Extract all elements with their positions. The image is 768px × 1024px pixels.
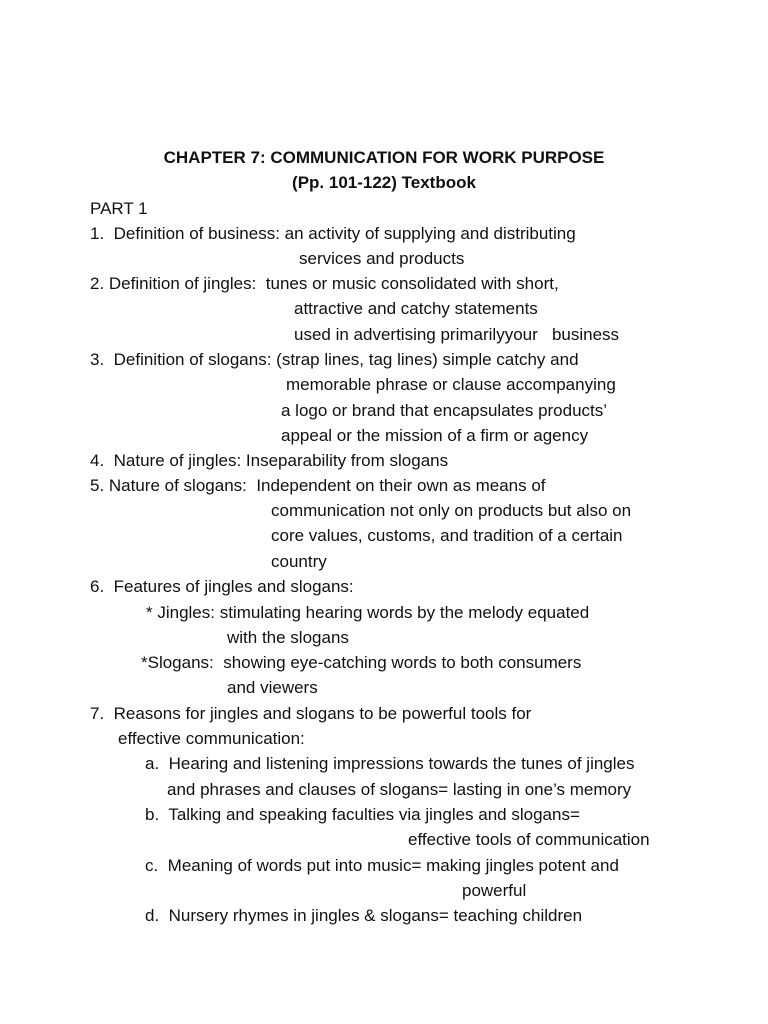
item-6-jingles-line-2: with the slogans xyxy=(227,628,349,647)
item-3-line-2: memorable phrase or clause accompanying xyxy=(286,375,616,394)
item-6-slogans-line-2: and viewers xyxy=(227,678,318,697)
item-2-line-3: used in advertising primarilyyour business xyxy=(294,325,620,344)
item-5-line-4: country xyxy=(271,552,327,571)
item-7b-line-2: effective tools of communication xyxy=(408,830,650,849)
item-1-line-1: 1. Definition of business: an activity of supplying and distributing xyxy=(90,224,576,243)
item-6-slogans-line-1: *Slogans: showing eye-catching words to both consumers xyxy=(141,653,582,672)
item-3-line-4: appeal or the mission of a firm or agency xyxy=(281,426,589,445)
item-1-line-2: services and products xyxy=(299,249,465,268)
item-2-line-2: attractive and catchy statements xyxy=(294,299,538,318)
item-3-line-3: a logo or brand that encapsulates products’ xyxy=(281,401,608,420)
part-heading: PART 1 xyxy=(90,199,148,218)
item-2-line-1: 2. Definition of jingles: tunes or music consolidated with short, xyxy=(90,274,559,293)
item-6-line-1: 6. Features of jingles and slogans: xyxy=(90,577,354,596)
item-6-jingles-line-1: * Jingles: stimulating hearing words by the melody equated xyxy=(146,603,590,622)
item-3-line-1: 3. Definition of slogans: (strap lines, tag lines) simple catchy and xyxy=(90,350,579,369)
item-5-line-1: 5. Nature of slogans: Independent on their own as means of xyxy=(90,476,546,495)
item-7c-line-2: powerful xyxy=(462,881,527,900)
item-7a-line-2: and phrases and clauses of slogans= lasting in one’s memory xyxy=(167,780,632,799)
item-7a-line-1: a. Hearing and listening impressions towards the tunes of jingles xyxy=(145,754,635,773)
item-5-line-3: core values, customs, and tradition of a certain xyxy=(271,526,623,545)
item-5-line-2: communication not only on products but also on xyxy=(271,501,632,520)
item-7b-line-1: b. Talking and speaking faculties via jingles and slogans= xyxy=(145,805,580,824)
item-7c-line-1: c. Meaning of words put into music= making jingles potent and xyxy=(145,856,619,875)
page-title: CHAPTER 7: COMMUNICATION FOR WORK PURPOSE xyxy=(163,148,605,167)
item-7-line-1: 7. Reasons for jingles and slogans to be powerful tools for xyxy=(90,704,532,723)
item-7-line-2: effective communication: xyxy=(118,729,305,748)
item-4-line-1: 4. Nature of jingles: Inseparability from slogans xyxy=(90,451,449,470)
page-subtitle: (Pp. 101-122) Textbook xyxy=(292,173,476,192)
item-7d-line-1: d. Nursery rhymes in jingles & slogans= teaching children xyxy=(145,906,583,925)
